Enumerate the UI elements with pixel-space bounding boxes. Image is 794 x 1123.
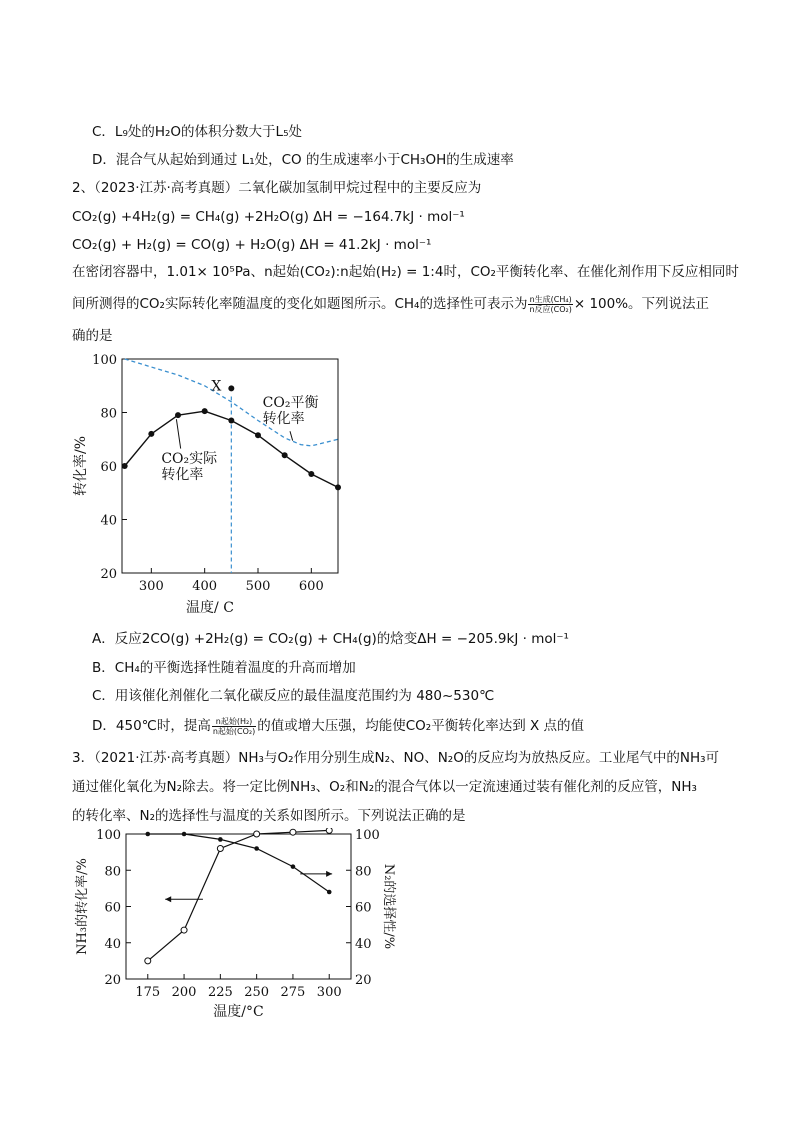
data-point-actual-conversion [202,408,208,414]
annotation-actual-line1: CO₂实际 [161,450,218,467]
annotation-pointer-equilibrium [290,431,293,440]
fraction-numerator: n生成(CH₄) [529,294,572,304]
data-point-nh3-conversion [290,829,296,835]
data-point-actual-conversion [228,418,234,424]
q2-option-b: B．CH₄的平衡选择性随着温度的升高而增加 [92,660,356,676]
q2-selectivity-fraction [528,295,572,314]
data-point-nh3-conversion [145,958,151,964]
q2-condition-line-2 [72,294,709,314]
x-axis-label: 温度/°C [213,1004,264,1020]
y-left-tick-label: 20 [104,973,121,988]
y-tick-label: 60 [100,460,117,475]
y-left-tick-label: 60 [104,900,121,916]
y-right-tick-label: 100 [355,828,380,843]
x-tick-label: 275 [280,985,306,1000]
data-point-actual-conversion [335,484,341,490]
y-right-tick-label: 80 [355,864,372,880]
q2-condition-e: 确的是 [72,328,113,344]
fraction-numerator: n起始(H₂) [212,717,256,727]
q2-option-a: A．反应2CO(g) +2H₂(g) = CO₂(g) + CH₄(g)的焓变ΔH = −205.9kJ · mol⁻¹ [92,631,569,647]
nh3-selectivity-chart [68,828,408,1023]
y-tick-label: 40 [100,513,117,529]
q2-condition-c: 间所测得的CO₂实际转化率随温度的变化如题图所示。CH₄的选择性可表示为 [72,296,528,312]
q1-option-d: D．混合气从起始到通过 L₁处，CO 的生成速率小于CH₃OH的生成速率 [92,152,514,168]
q2-option-d-fraction [212,717,256,736]
fraction-denominator: n起始(CO₂) [212,726,256,736]
x-tick-label: 300 [316,985,342,1000]
y-left-axis-label: NH₃的转化率/% [75,858,90,955]
data-point-n2-selectivity [218,837,223,842]
arrow-right-head [326,871,332,877]
q3-stem-line-1: 3．（2021·江苏·高考真题）NH₃与O₂作用分别生成N₂、NO、N₂O的反应均为放热反应。工业尾气中的NH₃可 [72,750,720,766]
fraction-denominator: n反应(CO₂) [529,304,572,314]
data-point-actual-conversion [255,432,261,438]
x-tick-label: 600 [298,579,324,594]
annotation-equilibrium-line2: 转化率 [262,410,305,427]
y-right-tick-label: 40 [355,936,372,952]
data-point-nh3-conversion [254,831,260,837]
series-line-n2-selectivity [148,834,329,892]
point-x-marker [228,385,234,391]
data-point-nh3-conversion [326,828,332,833]
annotation-actual-line2: 转化率 [161,467,204,484]
data-point-n2-selectivity [145,832,150,837]
y-left-tick-label: 100 [96,828,121,843]
q2-stem: 2、（2023·江苏·高考真题）二氧化碳加氢制甲烷过程中的主要反应为 [72,180,482,196]
q2-option-c: C．用该催化剂催化二氧化碳反应的最佳温度范围约为 480~530℃ [92,688,495,704]
y-tick-label: 80 [100,406,117,422]
q3-stem-line-3: 的转化率、N₂的选择性与温度的关系如图所示。下列说法正确的是 [72,808,466,824]
x-tick-label: 500 [245,579,271,594]
q2-equation-2: CO₂(g) + H₂(g) = CO(g) + H₂O(g) ΔH = 41.2kJ · mol⁻¹ [72,237,432,253]
y-left-tick-label: 40 [104,936,121,952]
series-line-nh3-conversion [148,830,329,961]
data-point-actual-conversion [148,431,154,437]
data-point-actual-conversion [122,463,128,469]
annotation-x-label: X [211,378,222,395]
data-point-actual-conversion [282,452,288,458]
x-tick-label: 175 [135,985,161,1000]
x-tick-label: 250 [244,985,270,1000]
q2-condition-b: n起始(CO₂):n起始(H₂) = 1:4时，CO₂平衡转化率、在催化剂作用下反应相同时 [264,264,739,280]
x-tick-label: 225 [207,985,233,1000]
q2-option-d [92,716,584,736]
data-point-actual-conversion [175,412,181,418]
q2-equation-1: CO₂(g) +4H₂(g) = CH₄(g) +2H₂O(g) ΔH = −164.7kJ · mol⁻¹ [72,209,465,225]
q2-option-d-tail: 的值或增大压强，均能使CO₂平衡转化率达到 X 点的值 [257,718,585,734]
q3-stem-line-2: 通过催化氧化为N₂除去。将一定比例NH₃、O₂和N₂的混合气体以一定流速通过装有催化剂的反应管，NH₃ [72,779,697,795]
data-point-n2-selectivity [327,890,332,895]
q2-condition-d: × 100%。下列说法正 [573,296,710,312]
data-point-n2-selectivity [291,864,296,869]
y-right-tick-label: 20 [355,973,372,988]
y-axis-label: 转化率/% [73,435,89,497]
data-point-n2-selectivity [182,832,187,837]
y-right-tick-label: 60 [355,900,372,916]
x-tick-label: 300 [138,579,164,594]
co2-conversion-chart [60,348,360,623]
data-point-nh3-conversion [217,846,223,852]
x-tick-label: 200 [171,985,197,1000]
y-left-tick-label: 80 [104,864,121,880]
data-point-n2-selectivity [254,846,259,851]
plot-frame [126,834,351,979]
data-point-nh3-conversion [181,927,187,933]
data-point-actual-conversion [308,471,314,477]
arrow-left-head [165,896,171,902]
annotation-equilibrium-line1: CO₂平衡 [262,394,319,411]
q2-condition-line-1 [72,262,739,282]
q2-option-d-lead: D．450℃时，提高 [92,718,211,734]
q2-condition-a: 在密闭容器中，1.01× 10⁵Pa、 [72,264,265,280]
y-tick-label: 100 [92,353,117,368]
x-axis-label: 温度/ C [186,600,234,616]
q1-option-c: C．L₉处的H₂O的体积分数大于L₅处 [92,124,302,140]
y-right-axis-label: N₂的选择性/% [381,863,396,950]
x-tick-label: 400 [192,579,218,594]
y-tick-label: 20 [100,567,117,582]
annotation-pointer-actual [176,419,180,448]
